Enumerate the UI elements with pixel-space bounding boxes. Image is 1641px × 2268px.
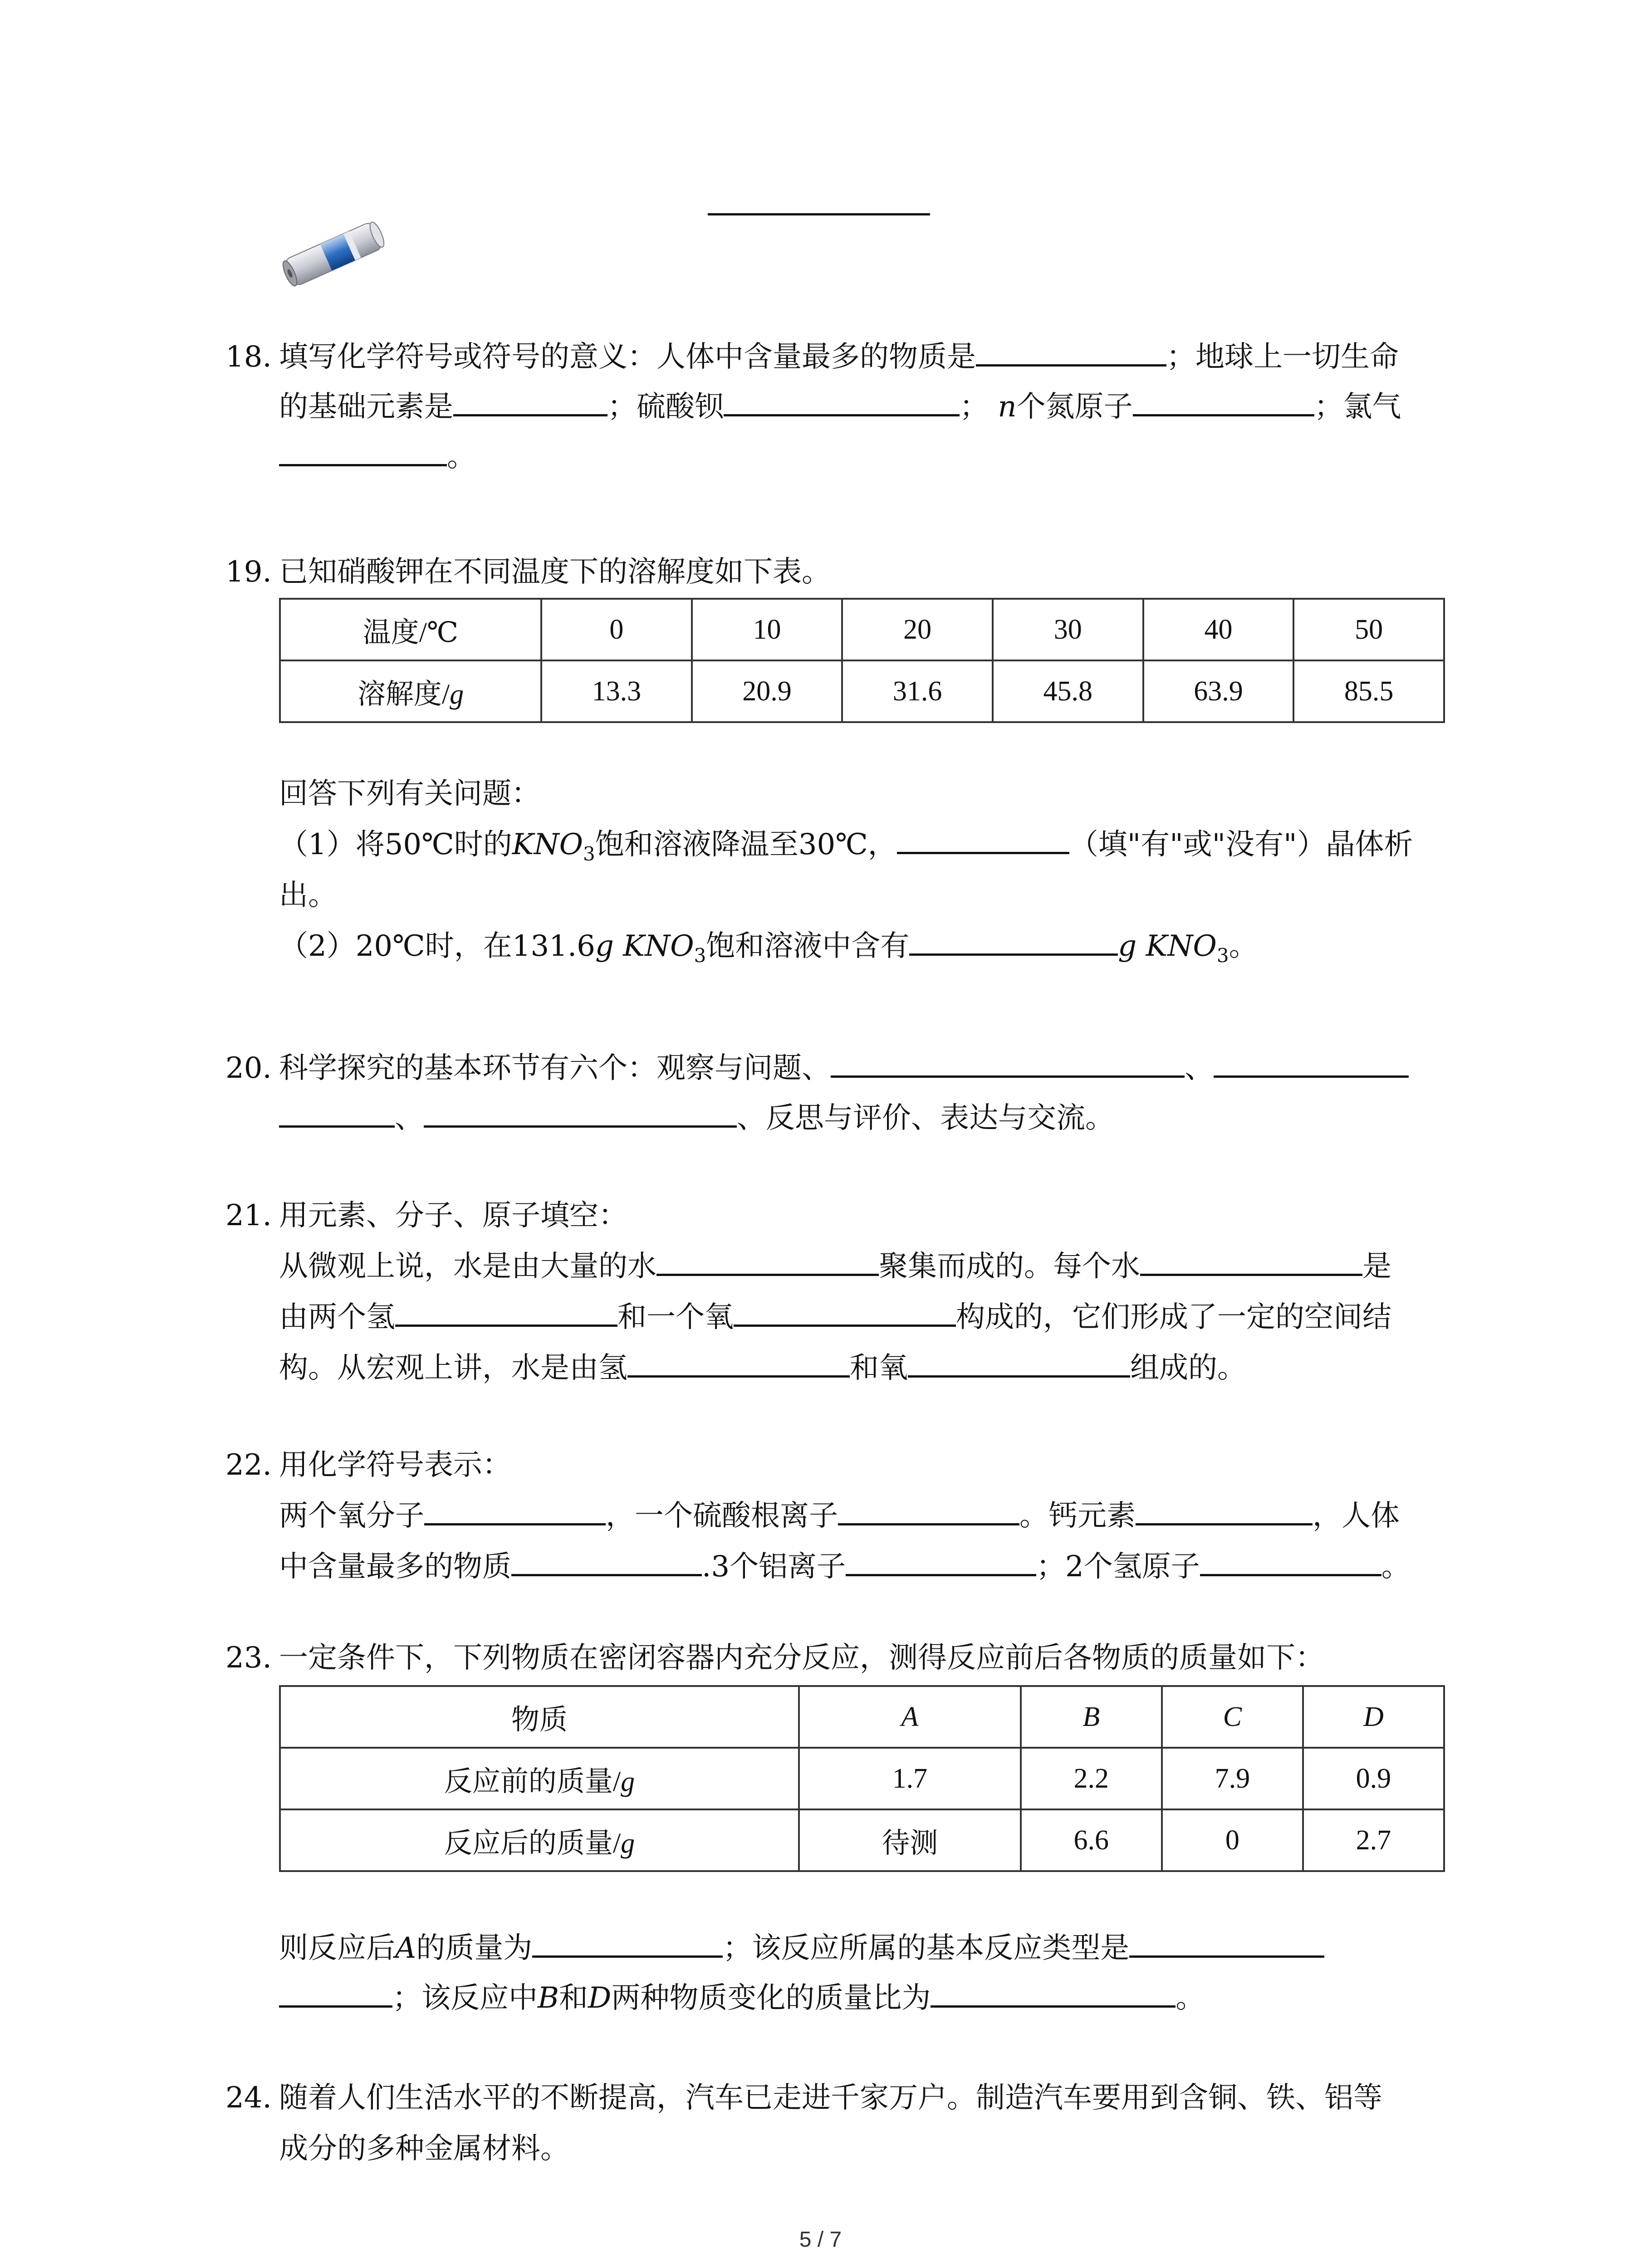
unit: g (595, 929, 614, 963)
question-text: 的质量为 (416, 1931, 533, 1965)
question-text: 构成的，它们形成了一定的空间结 (956, 1300, 1391, 1334)
formula-subscript: 3 (694, 944, 706, 967)
question-text: 填写化学符号或符号的意义：人体中含量最多的物质是 (279, 340, 976, 374)
page-number: 5 / 7 (799, 2228, 842, 2252)
question-number: 18. (225, 340, 272, 374)
table-cell: 20 (842, 599, 993, 660)
question-text: （填"有"或"没有"）晶体析 (1069, 828, 1413, 861)
answer-blank[interactable] (1214, 1046, 1409, 1078)
table-cell: 31.6 (842, 660, 993, 722)
answer-blank[interactable] (1136, 1493, 1313, 1525)
question-text: 和 (559, 1981, 588, 2015)
answer-blank[interactable] (1129, 1926, 1324, 1958)
table-row (280, 660, 1444, 722)
answer-blank[interactable] (1200, 1544, 1381, 1576)
answer-blank[interactable] (708, 213, 930, 215)
table-cell: 85.5 (1293, 660, 1444, 722)
table-row (280, 1809, 1444, 1871)
table-cell: 45.8 (993, 660, 1143, 722)
question-text: 用化学符号表示： (279, 1448, 511, 1482)
question-text: 用元素、分子、原子填空： (279, 1199, 627, 1232)
question-text: 则反应后 (279, 1931, 395, 1965)
answer-blank[interactable] (831, 1046, 1185, 1078)
question-number: 23. (225, 1641, 272, 1675)
table-cell (1021, 1686, 1162, 1748)
answer-blank[interactable] (734, 1295, 956, 1327)
question-text: 两种物质变化的质量比为 (611, 1981, 931, 2015)
formula-subscript: 3 (1216, 944, 1229, 967)
question-text: 。 (447, 440, 476, 474)
answer-blank[interactable] (627, 1345, 850, 1378)
answer-blank[interactable] (838, 1493, 1019, 1525)
answer-blank[interactable] (424, 1095, 737, 1128)
unit: g (450, 679, 464, 710)
table-cell: 1.7 (799, 1748, 1021, 1809)
table-cell: 0 (541, 599, 692, 660)
table-cell: 待测 (799, 1809, 1021, 1871)
question-text: 和一个氧 (617, 1300, 734, 1334)
question-number: 22. (225, 1448, 272, 1482)
substance-label: A (395, 1931, 416, 1965)
variable-n: n (998, 390, 1017, 424)
table-cell: 0.9 (1303, 1748, 1444, 1809)
question-text: ； (960, 390, 989, 424)
question-text: 是 (1362, 1250, 1391, 1283)
table-row (280, 1686, 1444, 1748)
row-label: 溶解度/ (357, 679, 450, 710)
table-cell (799, 1686, 1021, 1748)
formula-subscript: 3 (583, 842, 595, 865)
question-text: ；该反应所属的基本反应类型是 (723, 1931, 1130, 1965)
row-label: 反应前的质量/ (444, 1766, 621, 1797)
question-text: 、反思与评价、表达与交流。 (737, 1101, 1114, 1135)
question-text: 从微观上说，水是由大量的水 (279, 1250, 656, 1283)
question-text: 。钙元素 (1019, 1499, 1136, 1533)
reaction-mass-table (279, 1685, 1445, 1872)
table-header-cell: 物质 (280, 1686, 799, 1748)
question-text: 出。 (279, 879, 337, 912)
question-text: （2）20℃时，在131.6 (279, 929, 595, 963)
substance-label: D (588, 1981, 612, 2015)
table-cell: 30 (993, 599, 1143, 660)
question-text: 由两个氢 (279, 1300, 395, 1334)
table-row (280, 1748, 1444, 1809)
answer-blank[interactable] (656, 1244, 879, 1276)
question-number: 20. (225, 1051, 272, 1085)
question-text: ；硫酸钡 (607, 390, 724, 424)
formula: KNO (623, 929, 694, 963)
table-cell: 7.9 (1162, 1748, 1303, 1809)
question-text: 。 (1229, 929, 1258, 963)
table-cell: 63.9 (1143, 660, 1294, 722)
answer-blank[interactable] (1133, 384, 1314, 416)
answer-blank[interactable] (909, 924, 1118, 956)
question-number: 19. (225, 555, 272, 589)
question-text: 两个氧分子 (279, 1499, 424, 1533)
question-text: 。 (1176, 1981, 1205, 2015)
question-text: 饱和溶液降温至30℃， (595, 828, 897, 861)
answer-blank[interactable] (931, 1975, 1176, 2008)
answer-blank[interactable] (1140, 1244, 1362, 1276)
table-header-cell (280, 660, 541, 722)
question-text: ，一个硫酸根离子 (606, 1499, 838, 1533)
row-label: 反应后的质量/ (444, 1828, 621, 1859)
table-cell: 13.3 (541, 660, 692, 722)
table-cell: 50 (1293, 599, 1444, 660)
substance-label: B (1083, 1701, 1100, 1732)
table-cell: 0 (1162, 1809, 1303, 1871)
unit: g (621, 1828, 635, 1859)
question-text: 个氮原子 (1016, 390, 1133, 424)
question-text: 的基础元素是 (279, 390, 453, 424)
answer-blank[interactable] (897, 822, 1069, 854)
question-text: （1）将50℃时的 (279, 828, 512, 861)
question-text: 、 (1185, 1051, 1214, 1085)
answer-blank[interactable] (279, 1975, 392, 2008)
question-text: 成分的多种金属材料。 (279, 2132, 569, 2165)
question-number: 21. (225, 1199, 272, 1232)
table-cell: 2.7 (1303, 1809, 1444, 1871)
table-cell: 2.2 (1021, 1748, 1162, 1809)
answer-blank[interactable] (846, 1544, 1036, 1576)
question-text: 、 (395, 1101, 424, 1135)
table-header-cell: 温度/℃ (280, 599, 541, 660)
question-text: 聚集而成的。每个水 (879, 1250, 1140, 1283)
table-cell (1303, 1686, 1444, 1748)
solubility-table (279, 598, 1445, 723)
question-text: 和氧 (850, 1351, 908, 1385)
question-text: ，人体 (1313, 1499, 1400, 1533)
table-cell: 20.9 (692, 660, 843, 722)
question-number: 24. (225, 2081, 272, 2115)
question-text: 中含量最多的物质 (279, 1550, 511, 1584)
answer-blank[interactable] (511, 1544, 702, 1576)
answer-blank[interactable] (908, 1345, 1130, 1378)
unit: g (1118, 929, 1137, 963)
substance-label: A (901, 1701, 919, 1732)
question-text: ；该反应中 (392, 1981, 538, 2015)
unit: g (621, 1766, 635, 1797)
formula: KNO (512, 828, 583, 861)
question-text: 随着人们生活水平的不断提高，汽车已走进千家万户。制造汽车要用到含铜、铁、铝等 (279, 2081, 1382, 2115)
question-text: 科学探究的基本环节有六个：观察与问题、 (279, 1051, 831, 1085)
answer-blank[interactable] (532, 1926, 723, 1958)
answer-blank[interactable] (424, 1493, 606, 1525)
question-text: 已知硝酸钾在不同温度下的溶解度如下表。 (279, 555, 831, 589)
answer-blank[interactable] (279, 434, 447, 466)
water-filter-cartridge-image (277, 211, 390, 297)
question-text: ；2个氢原子 (1036, 1550, 1200, 1584)
question-text: .3个铝离子 (702, 1550, 846, 1584)
question-text: 组成的。 (1130, 1351, 1246, 1385)
table-cell: 40 (1143, 599, 1294, 660)
substance-label: B (538, 1981, 559, 2015)
table-header-cell (280, 1748, 799, 1809)
substance-label: D (1363, 1701, 1384, 1732)
question-text: ；地球上一切生命 (1166, 340, 1399, 374)
table-cell: 10 (692, 599, 843, 660)
answer-blank[interactable] (279, 1095, 395, 1128)
answer-blank[interactable] (395, 1295, 617, 1327)
formula: KNO (1146, 929, 1217, 963)
question-text: 回答下列有关问题： (279, 777, 540, 811)
question-text: 构。从宏观上讲，水是由氢 (279, 1351, 627, 1385)
table-cell (1162, 1686, 1303, 1748)
question-text: ；氯气 (1314, 390, 1401, 424)
table-cell: 6.6 (1021, 1809, 1162, 1871)
answer-blank[interactable] (976, 334, 1166, 367)
question-text: 。 (1381, 1550, 1411, 1584)
question-text: 饱和溶液中含有 (706, 929, 910, 963)
question-text: 一定条件下，下列物质在密闭容器内充分反应，测得反应前后各物质的质量如下： (279, 1641, 1324, 1675)
answer-blank[interactable] (724, 384, 960, 416)
substance-label: C (1223, 1701, 1242, 1732)
table-header-cell (280, 1809, 799, 1871)
table-row (280, 599, 1444, 660)
answer-blank[interactable] (453, 384, 607, 416)
